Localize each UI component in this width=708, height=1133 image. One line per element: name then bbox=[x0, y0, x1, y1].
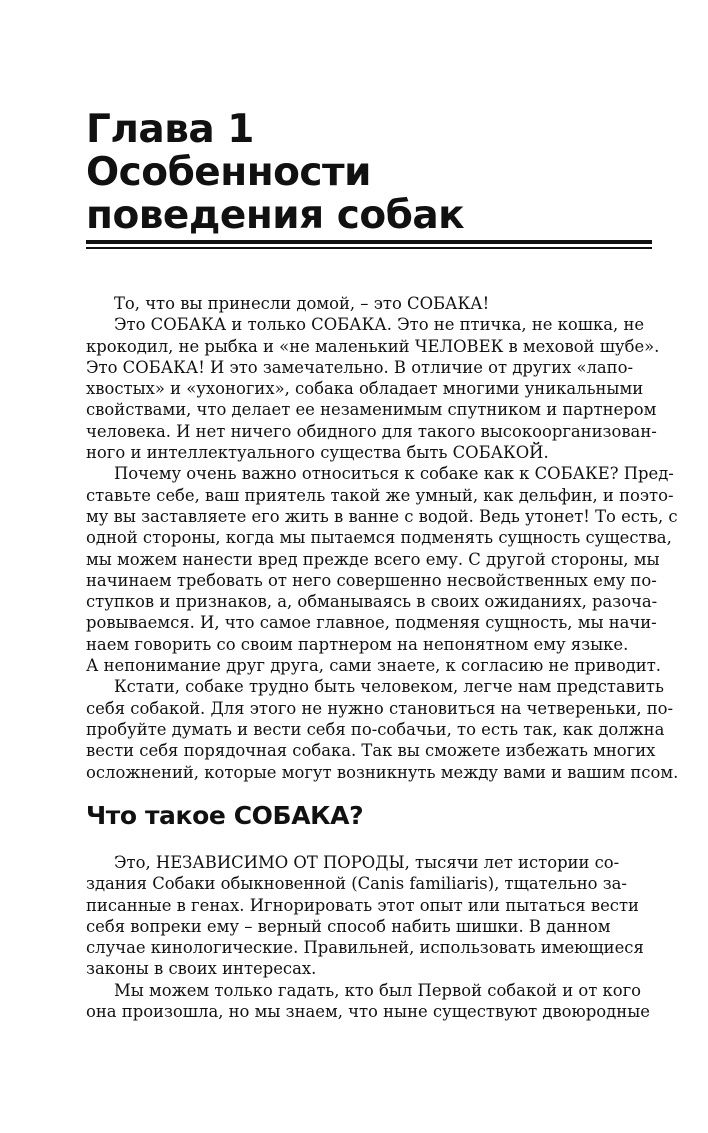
text-line: свойствами, что делает ее незаменимым спутником и партнером bbox=[86, 400, 657, 420]
text-line: ступков и признаков, а, обманываясь в своих ожиданиях, разоча- bbox=[86, 592, 658, 612]
chapter-title bbox=[86, 108, 652, 237]
section-heading: Что такое СОБАКА? bbox=[86, 801, 364, 830]
text-line: осложнений, которые могут возникнуть между вами и вашим псом. bbox=[86, 762, 679, 782]
text-line: ставьте себе, ваш приятель такой же умный, как дельфин, и поэто- bbox=[86, 485, 674, 505]
text-line: одной стороны, когда мы пытаемся подменять сущность существа, bbox=[86, 528, 672, 548]
text-line: вести себя порядочная собака. Так вы сможете избежать многих bbox=[86, 741, 656, 761]
chapter-title-line: поведения собак bbox=[86, 193, 465, 238]
text-line: хвостых» и «ухоногих», собака обладает многими уникальными bbox=[86, 379, 644, 399]
text-line: человека. И нет ничего обидного для такого высокоорганизован- bbox=[86, 421, 657, 441]
chapter-title-line: Особенности bbox=[86, 150, 371, 195]
text-line: То, что вы принесли домой, – это СОБАКА! bbox=[114, 294, 490, 313]
text-line: крокодил, не рыбка и «не маленький ЧЕЛОВЕК в меховой шубе». bbox=[86, 336, 660, 356]
text-line: себя собакой. Для этого не нужно становиться на четвереньки, по- bbox=[86, 698, 674, 718]
text-line: законы в своих интересах. bbox=[86, 959, 317, 979]
text-line: она произошла, но мы знаем, что ныне существуют двоюродные bbox=[86, 1002, 650, 1022]
text-line: случае кинологические. Правильней, использовать имеющиеся bbox=[86, 938, 644, 958]
text-line: наем говорить со своим партнером на непонятном ему языке. bbox=[86, 634, 629, 654]
chapter-rule-thin bbox=[86, 247, 652, 249]
chapter-rule-thick bbox=[86, 240, 652, 244]
text-line: Это, НЕЗАВИСИМО ОТ ПОРОДЫ, тысячи лет истории со- bbox=[114, 853, 620, 872]
book-page bbox=[86, 0, 679, 1133]
text-line: ного и интеллектуального существа быть СОБАКОЙ. bbox=[86, 443, 549, 463]
text-line: Мы можем только гадать, кто был Первой собакой и от кого bbox=[114, 980, 642, 1000]
text-line: Кстати, собаке трудно быть человеком, легче нам представить bbox=[114, 677, 664, 697]
text-line: Это СОБАКА! И это замечательно. В отличие от других «лапо- bbox=[86, 357, 634, 377]
section-text bbox=[86, 852, 652, 1022]
intro-text bbox=[86, 293, 679, 783]
text-line: Почему очень важно относиться к собаке как к СОБАКЕ? Пред- bbox=[114, 464, 674, 484]
text-line: писанные в генах. Игнорировать этот опыт или пытаться вести bbox=[86, 895, 639, 915]
text-line: му вы заставляете его жить в ванне с водой. Ведь утонет! То есть, с bbox=[86, 506, 678, 526]
text-line: здания Собаки обыкновенной (Canis familiaris), тщательно за- bbox=[86, 874, 627, 894]
text-line: Это СОБАКА и только СОБАКА. Это не птичка, не кошка, не bbox=[114, 315, 645, 335]
text-line: мы можем нанести вред прежде всего ему. С другой стороны, мы bbox=[86, 549, 660, 569]
chapter-title-line: Глава 1 bbox=[86, 107, 254, 152]
text-line: ровываемся. И, что самое главное, подменяя сущность, мы начи- bbox=[86, 613, 657, 633]
text-line: себя вопреки ему – верный способ набить шишки. В данном bbox=[86, 916, 611, 936]
text-line: начинаем требовать от него совершенно несвойственных ему по- bbox=[86, 570, 657, 590]
text-line: А непонимание друг друга, сами знаете, к согласию не приводит. bbox=[86, 656, 661, 676]
text-line: пробуйте думать и вести себя по-собачьи, то есть так, как должна bbox=[86, 719, 665, 739]
